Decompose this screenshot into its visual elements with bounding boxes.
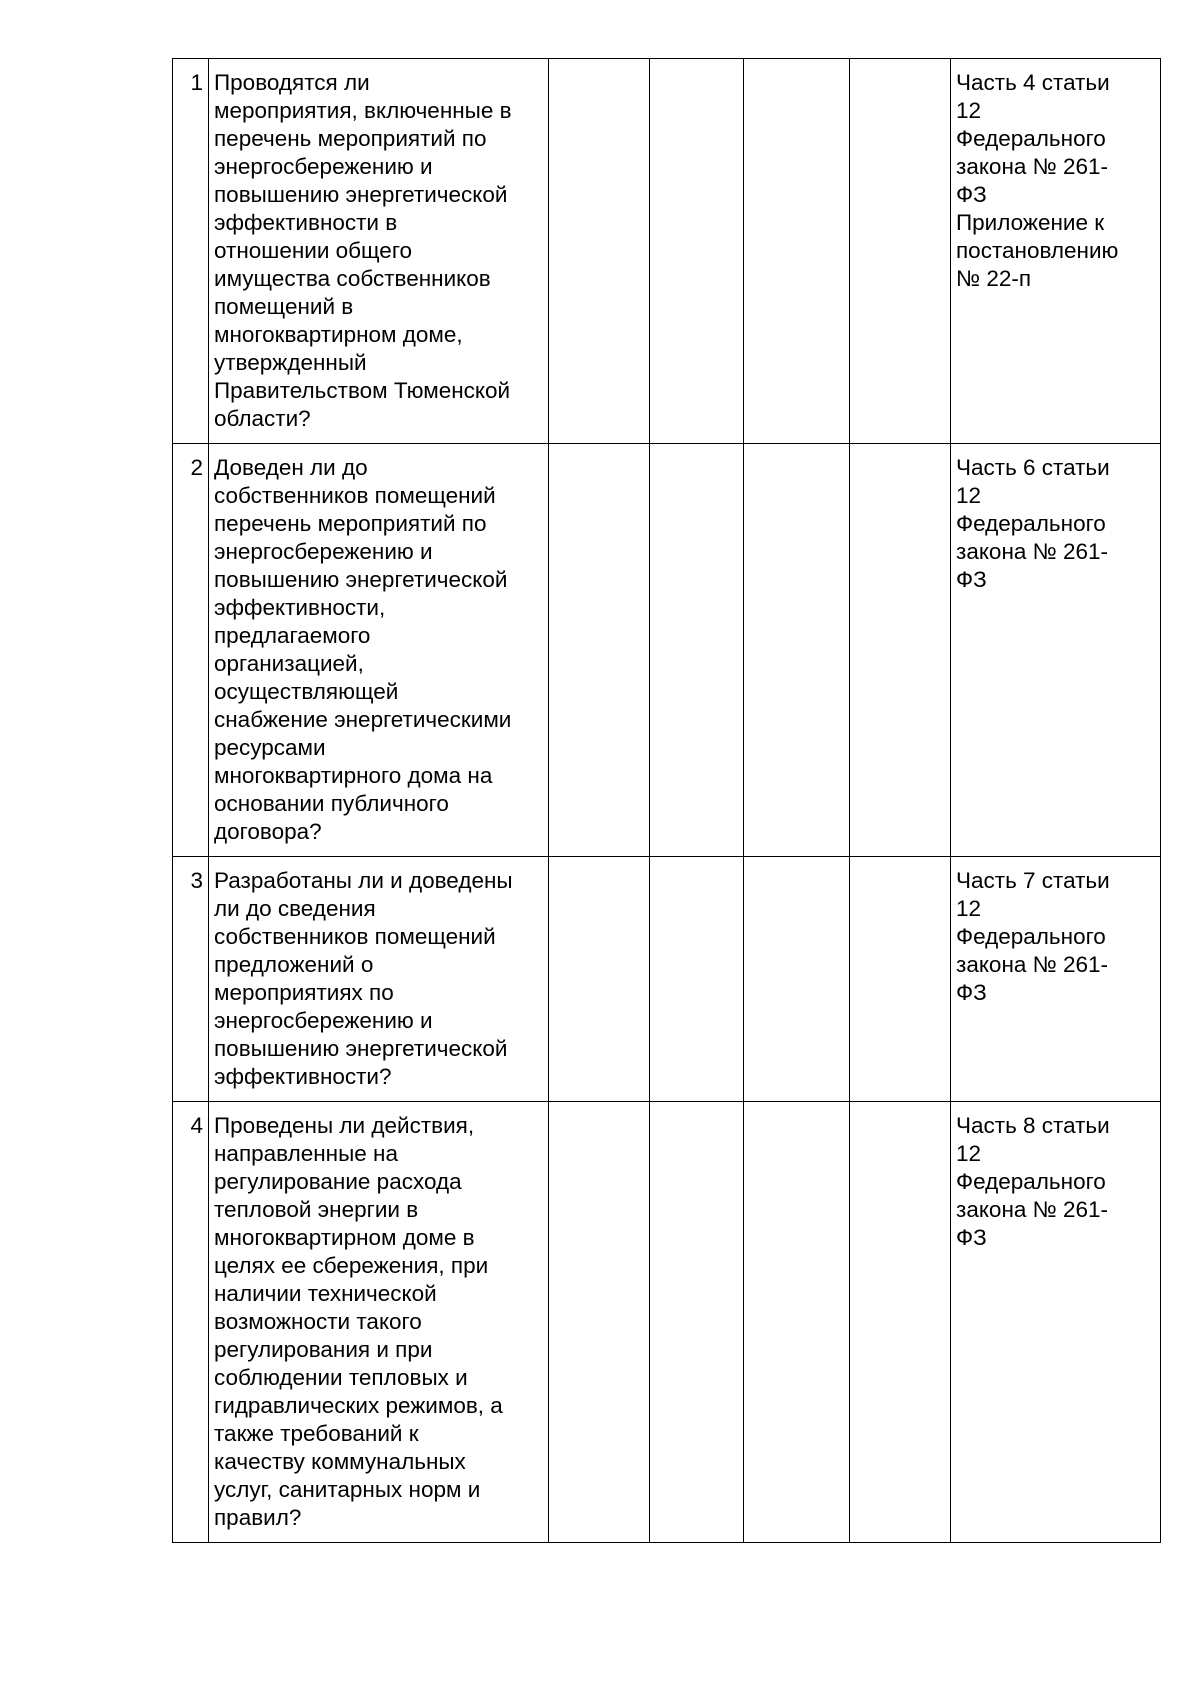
reference-text-line: постановлению [956,238,1119,263]
table-row [173,857,1161,1102]
question-text-line: энергосбережению и [214,1008,433,1033]
question-text-line: снабжение энергетическими [214,707,512,732]
question-text-line: предложений о [214,952,374,977]
question-text-line: эффективности в [214,210,398,235]
question-text-line: тепловой энергии в [214,1197,419,1222]
checklist-table [172,58,1161,1543]
question-text-line: многоквартирного дома на [214,763,493,788]
question-text-line: отношении общего [214,238,413,263]
question-cell [209,857,549,1102]
question-text-line: Проводятся ли [214,70,370,95]
question-cell [209,59,549,444]
reference-text-line: закона № 261- [956,952,1109,977]
reference-text-line: ФЗ [956,980,987,1005]
row-number: 4 [173,1102,209,1543]
reference-text-line: Приложение к [956,210,1105,235]
question-text-line: собственников помещений [214,483,496,508]
answer-cell-2 [650,444,744,857]
answer-cell-4 [850,857,951,1102]
reference-text-line: закона № 261- [956,154,1109,179]
question-text-line: утвержденный [214,350,367,375]
reference-text-line: ФЗ [956,1225,987,1250]
checklist-table-body [173,59,1161,1543]
answer-cell-3 [744,444,850,857]
question-text-line: помещений в [214,294,354,319]
answer-cell-4 [850,444,951,857]
question-text-line: ресурсами [214,735,326,760]
question-text-line: ли до сведения [214,896,376,921]
question-text-line: регулирования и при [214,1337,433,1362]
reference-text-line: Часть 8 статьи [956,1113,1110,1138]
answer-cell-1 [549,1102,650,1543]
question-text-line: многоквартирном доме в [214,1225,475,1250]
answer-cell-2 [650,1102,744,1543]
legal-reference-cell [951,857,1161,1102]
answer-cell-3 [744,857,850,1102]
question-text-line: организацией, [214,651,364,676]
reference-text-line: Федерального [956,126,1106,151]
row-number: 3 [173,857,209,1102]
question-text-line: Разработаны ли и доведены [214,868,513,893]
question-text-line: возможности такого [214,1309,422,1334]
reference-text-line: Федерального [956,511,1106,536]
answer-cell-2 [650,857,744,1102]
question-cell [209,444,549,857]
question-text-line: перечень мероприятий по [214,126,487,151]
answer-cell-4 [850,1102,951,1543]
answer-cell-1 [549,444,650,857]
answer-cell-2 [650,59,744,444]
question-text-line: энергосбережению и [214,154,433,179]
legal-reference-cell [951,444,1161,857]
question-text-line: целях ее сбережения, при [214,1253,489,1278]
answer-cell-1 [549,59,650,444]
question-text-line: наличии технической [214,1281,437,1306]
question-text-line: регулирование расхода [214,1169,462,1194]
question-text-line: эффективности? [214,1064,392,1089]
table-row [173,1102,1161,1543]
reference-text-line: закона № 261- [956,539,1109,564]
table-row [173,444,1161,857]
question-text-line: мероприятия, включенные в [214,98,512,123]
question-text-line: также требований к [214,1421,419,1446]
reference-text-line: Часть 7 статьи [956,868,1110,893]
question-cell [209,1102,549,1543]
reference-text-line: ФЗ [956,567,987,592]
question-text-line: Доведен ли до [214,455,368,480]
question-text-line: перечень мероприятий по [214,511,487,536]
legal-reference-cell [951,59,1161,444]
question-text-line: качеству коммунальных [214,1449,466,1474]
reference-text-line: 12 [956,896,982,921]
question-text-line: услуг, санитарных норм и [214,1477,481,1502]
reference-text-line: 12 [956,1141,982,1166]
reference-text-line: Федерального [956,924,1106,949]
question-text-line: эффективности, [214,595,386,620]
reference-text-line: 12 [956,98,982,123]
question-text-line: осуществляющей [214,679,399,704]
reference-text-line: Часть 4 статьи [956,70,1110,95]
question-text-line: Проведены ли действия, [214,1113,475,1138]
question-text-line: повышению энергетической [214,1036,508,1061]
question-text-line: правил? [214,1505,302,1530]
question-text-line: повышению энергетической [214,567,508,592]
question-text-line: многоквартирном доме, [214,322,463,347]
question-text-line: Правительством Тюменской [214,378,511,403]
question-text-line: договора? [214,819,322,844]
reference-text-line: ФЗ [956,182,987,207]
question-text-line: области? [214,406,311,431]
row-number: 1 [173,59,209,444]
legal-reference-cell [951,1102,1161,1543]
answer-cell-4 [850,59,951,444]
question-text-line: повышению энергетической [214,182,508,207]
reference-text-line: закона № 261- [956,1197,1109,1222]
question-text-line: основании публичного [214,791,449,816]
table-row [173,59,1161,444]
row-number: 2 [173,444,209,857]
question-text-line: имущества собственников [214,266,491,291]
answer-cell-3 [744,1102,850,1543]
question-text-line: гидравлических режимов, а [214,1393,503,1418]
question-text-line: мероприятиях по [214,980,394,1005]
reference-text-line: Часть 6 статьи [956,455,1110,480]
question-text-line: предлагаемого [214,623,371,648]
question-text-line: соблюдении тепловых и [214,1365,468,1390]
question-text-line: энергосбережению и [214,539,433,564]
reference-text-line: № 22-п [956,266,1032,291]
reference-text-line: Федерального [956,1169,1106,1194]
answer-cell-1 [549,857,650,1102]
answer-cell-3 [744,59,850,444]
reference-text-line: 12 [956,483,982,508]
question-text-line: направленные на [214,1141,398,1166]
question-text-line: собственников помещений [214,924,496,949]
